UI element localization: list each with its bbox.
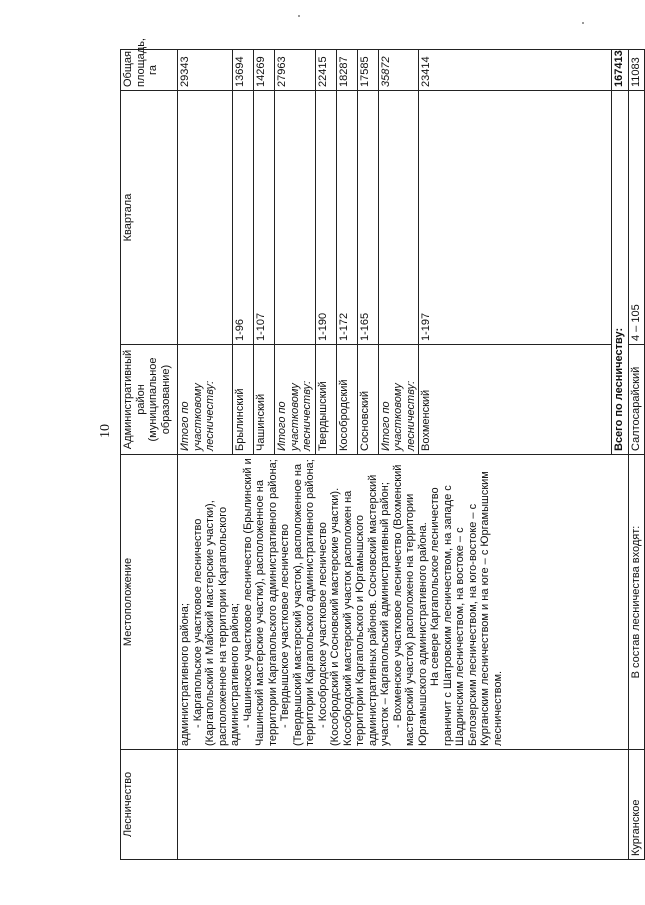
table-row-kurgan [629, 50, 645, 860]
district-cell: Твердышский [315, 345, 336, 455]
header-total-area: Общая площадь, га [121, 50, 178, 91]
description-paragraph: - Твердышское участковое лесничество (Твердышский мастерский участок), расположенное на территории Каргапольского административного района; [279, 459, 316, 746]
header-location: Местоположение [121, 455, 178, 750]
area-cell: 14269 [254, 50, 275, 91]
header-row [121, 50, 178, 860]
district-cell: Чашинский [254, 345, 275, 455]
quarters-cell: 1-96 [233, 91, 254, 345]
district-cell: Кособродский [336, 345, 357, 455]
district-cell: Сосновский [357, 345, 378, 455]
area-cell: 29343 [178, 50, 233, 91]
scan-speck [298, 15, 300, 17]
quarters-cell [275, 91, 316, 345]
quarters-cell: 1-165 [357, 91, 378, 345]
quarters-cell [178, 91, 233, 345]
district-cell: Итого по участковому лесничеству: [275, 345, 316, 455]
header-admin-district: Административный район (муниципальное образование) [121, 345, 178, 455]
area-cell: 23414 [419, 50, 612, 91]
page-number: 10 [98, 424, 113, 438]
description-paragraph: На севере Каргапольское лесничество граничит с Шатровским лесничеством, на западе с Шадринским лесничеством, на востоке – с Белозерским лесничеством, на юго-востоке – с Курганским лесничеством и на юге – с Юргамышским лесничеством. [429, 471, 504, 746]
description-paragraph: - Чашинское участковое лесничество (Брылинский и Чашинский мастерские участки), расположенное на территории Каргапольского административного района; [241, 458, 279, 746]
quarters-cell: 1-197 [419, 91, 612, 345]
table-row [178, 50, 233, 860]
header-quarters: Квартала [121, 91, 178, 345]
description-paragraph: административного района; [179, 603, 191, 746]
quarters-cell: 1-190 [315, 91, 336, 345]
district-cell: Итого по участковому лесничеству: [378, 345, 419, 455]
description-paragraph: - Вохменское участковое лесничество (Вохменский мастерский участок) расположено на территории Юргамышского административного района. [391, 464, 429, 746]
description-paragraph: - Кособродское участковое лесничество (Кособродский и Сосновский мастерские участки). Кособродский мастерский участок расположен на территории Каргапольского и Юргамышского административных районов. Сосновский мастерский участок – Каргапольский административный район; [316, 474, 391, 746]
quarters-cell: 4 – 105 [629, 91, 645, 345]
description-paragraph: - Каргапольское участковое лесничество (Каргапольский и Майский мастерские участки), расположенное на территории Каргапольского административного района; [191, 500, 241, 746]
quarters-cell [378, 91, 419, 345]
total-area: 167413 [612, 50, 629, 91]
kurgan-location: В состав лесничества входят: [629, 455, 645, 750]
header-forestry: Лесничество [121, 750, 178, 860]
total-label: Всего по лесничеству: [612, 91, 629, 455]
district-cell: Брылинский [233, 345, 254, 455]
scan-speck [582, 22, 584, 24]
quarters-cell: 1-107 [254, 91, 275, 345]
area-cell: 27963 [275, 50, 316, 91]
district-cell: Итого по участковому лесничеству: [178, 345, 233, 455]
forestry-name: Курганское [629, 750, 645, 860]
rotated-table-container [120, 38, 642, 860]
district-cell: Салтосарайский [629, 345, 645, 455]
area-cell: 11083 [629, 50, 645, 91]
area-cell: 35872 [378, 50, 419, 91]
district-cell: Вохменский [419, 345, 612, 455]
location-description [178, 455, 629, 750]
quarters-cell: 1-172 [336, 91, 357, 345]
forestry-table [120, 38, 645, 860]
forestry-cell-empty [178, 750, 629, 860]
area-cell: 17585 [357, 50, 378, 91]
area-cell: 13694 [233, 50, 254, 91]
area-cell: 18287 [336, 50, 357, 91]
area-cell: 22415 [315, 50, 336, 91]
